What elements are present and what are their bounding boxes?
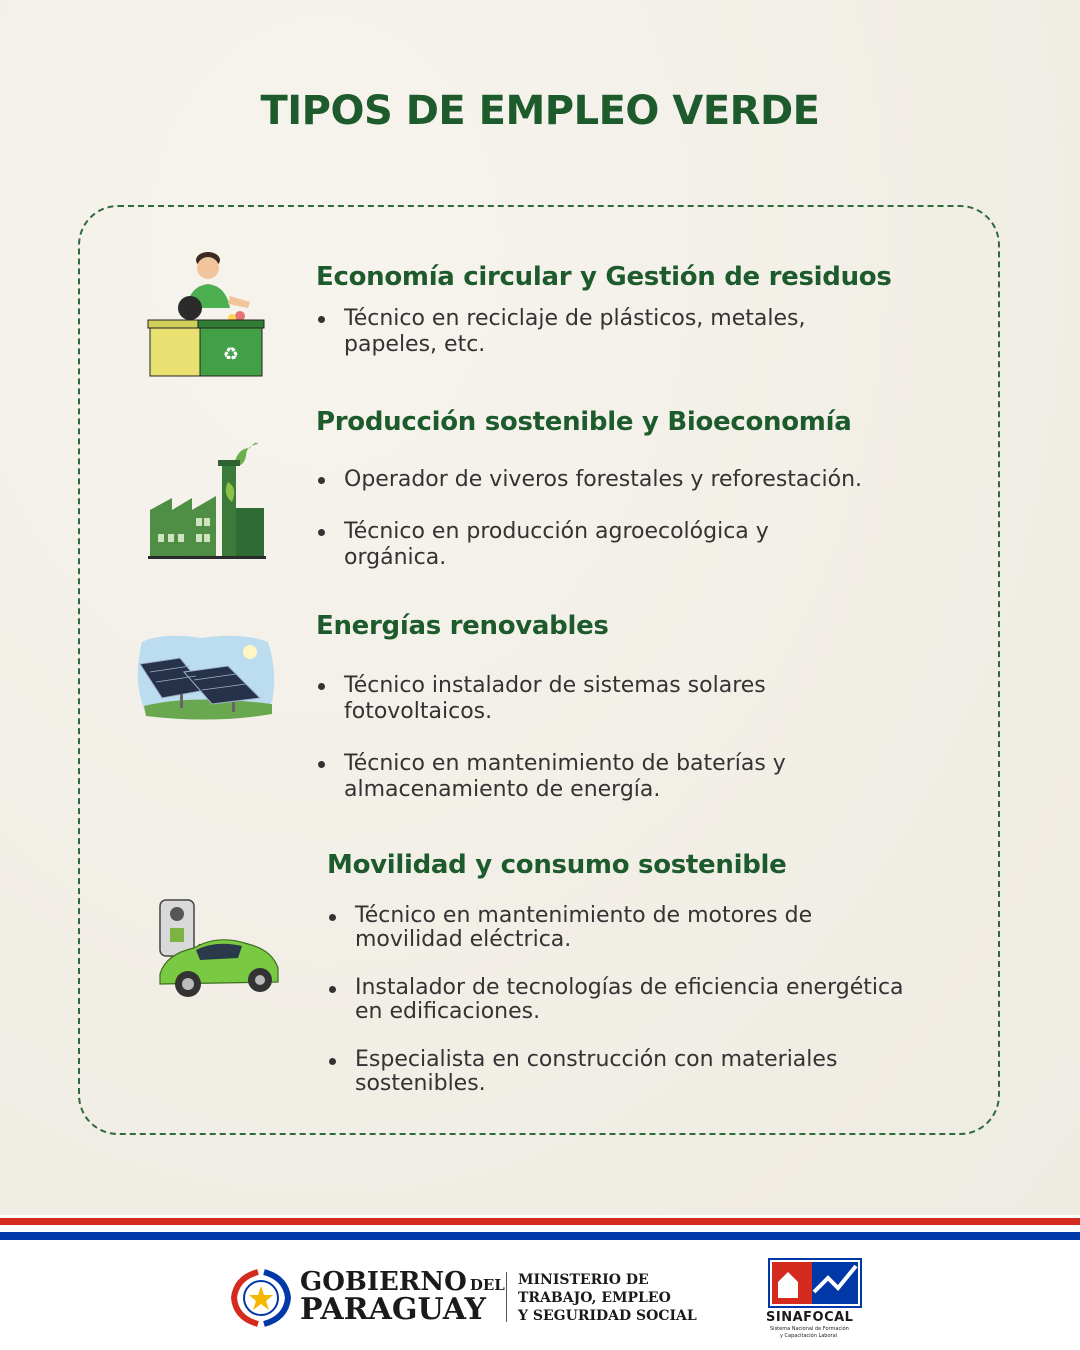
sinafocal-logo-icon <box>768 1258 862 1308</box>
green-factory-icon <box>146 438 268 560</box>
list-item: Técnico en producción agroecológica y orgánica. <box>316 519 844 571</box>
section-heading: Movilidad y consumo sostenible <box>327 850 787 880</box>
sinafocal-subtitle-1: Sistema Nacional de Formación <box>770 1326 849 1332</box>
sinafocal-subtitle-2: y Capacitación Laboral <box>780 1333 838 1339</box>
section-circular-economy <box>316 262 956 358</box>
paraguay-label: PARAGUAY <box>300 1292 486 1327</box>
list-item: Técnico instalador de sistemas solares fotovoltaicos. <box>316 673 824 725</box>
list-item: Instalador de tecnologías de eficiencia energética en edificaciones. <box>327 976 935 1024</box>
recycling-person-icon <box>146 248 270 378</box>
sinafocal-name: SINAFOCAL <box>766 1310 854 1325</box>
flag-stripe-blue <box>0 1232 1080 1240</box>
ministry-line-3: Y SEGURIDAD SOCIAL <box>518 1308 697 1324</box>
gobierno-word: GOBIERNO <box>300 1267 467 1297</box>
ministry-line-1: MINISTERIO DE <box>518 1272 649 1288</box>
flag-stripe-white <box>0 1225 1080 1232</box>
list-item: Especialista en construcción con materiales sostenibles. <box>327 1048 875 1096</box>
del-word: DEL <box>469 1276 505 1294</box>
paraguay-coat-of-arms-icon <box>228 1268 294 1328</box>
section-heading: Energías renovables <box>316 611 609 641</box>
list-item: Técnico en mantenimiento de motores de movilidad eléctrica. <box>327 904 855 952</box>
section-renewable-energy <box>316 611 956 803</box>
list-item: Técnico en mantenimiento de baterías y almacenamiento de energía. <box>316 751 844 803</box>
list-item: Técnico en reciclaje de plásticos, metales, papeles, etc. <box>316 306 864 358</box>
list-item: Operador de viveros forestales y reforestación. <box>316 467 944 493</box>
footer-divider <box>506 1272 507 1322</box>
svg-text:♻: ♻ <box>222 344 240 365</box>
solar-panels-icon <box>132 632 278 722</box>
section-sustainable-mobility <box>327 850 967 1096</box>
flag-stripe-red <box>0 1218 1080 1225</box>
section-sustainable-production <box>316 407 956 571</box>
section-heading: Producción sostenible y Bioeconomía <box>316 407 852 437</box>
electric-car-charger-icon <box>156 896 282 1004</box>
ministry-line-2: TRABAJO, EMPLEO <box>518 1290 671 1306</box>
section-heading: Economía circular y Gestión de residuos <box>316 262 892 292</box>
page-title: TIPOS DE EMPLEO VERDE <box>260 88 820 134</box>
